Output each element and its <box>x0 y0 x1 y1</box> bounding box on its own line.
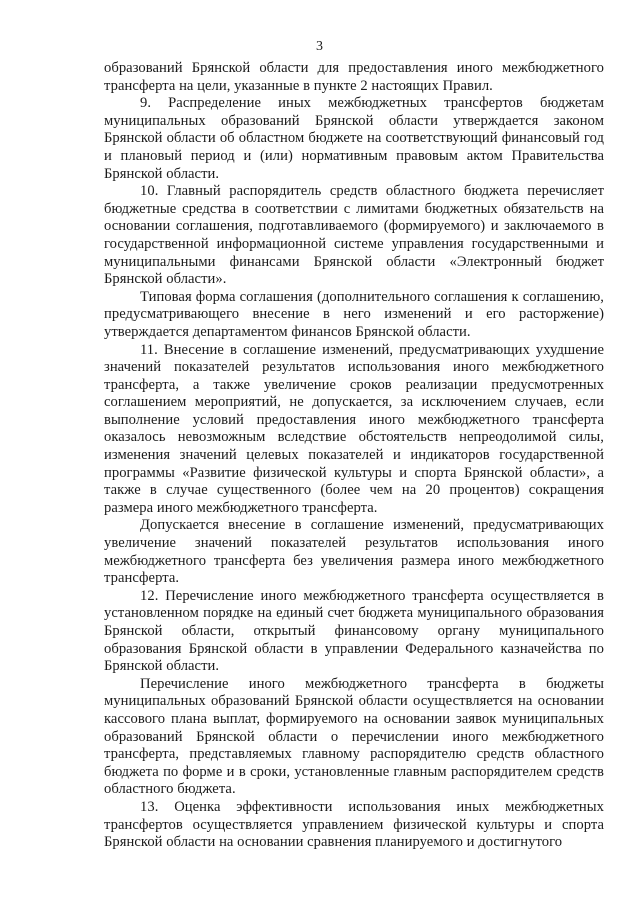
paragraph-item-10: 10. Главный распорядитель средств областного бюджета перечисляет бюджетные средства в соответствии с лимитами бюджетных обязательств на основании соглашения, подготавливаемого (формируемого) и заключаемого в государственной информационной системе управления государственными и муниципальными финансами Брянской области «Электронный бюджет Брянской области». <box>104 183 604 288</box>
paragraph-amendments-allowed: Допускается внесение в соглашение изменений, предусматривающих увеличение значений показателей результатов использования иного межбюджетного трансферта без увеличения размера иного межбюджетного трансферта. <box>104 517 604 587</box>
document-body <box>104 60 604 852</box>
paragraph-transfer-procedure: Перечисление иного межбюджетного трансферта в бюджеты муниципальных образований Брянской области осуществляется на основании кассового плана выплат, формируемого на основании заявок муниципальных образований Брянской области о перечислении иного межбюджетного трансферта, представляемых главному распорядителю средств областного бюджета по форме и в сроки, установленные главным распорядителем средств областного бюджета. <box>104 675 604 798</box>
paragraph-item-9: 9. Распределение иных межбюджетных трансфертов бюджетам муниципальных образований Брянской области утверждается законом Брянской области об областном бюджете на соответствующий финансовый год и плановый период и (или) нормативным правовым актом Правительства Брянской области. <box>104 95 604 182</box>
paragraph-continuation: образований Брянской области для предоставления иного межбюджетного трансферта на цели, указанные в пункте 2 настоящих Правил. <box>104 60 604 94</box>
paragraph-item-13: 13. Оценка эффективности использования иных межбюджетных трансфертов осуществляется управлением физической культуры и спорта Брянской области на основании сравнения планируемого и достигнутого <box>104 798 604 851</box>
paragraph-agreement-form: Типовая форма соглашения (дополнительного соглашения к соглашению, предусматривающего внесение в него изменений и его расторжение) утверждается департаментом финансов Брянской области. <box>104 288 604 340</box>
page-number: 3 <box>316 39 323 54</box>
paragraph-item-12: 12. Перечисление иного межбюджетного трансферта осуществляется в установленном порядке на единый счет бюджета муниципального образования Брянской области, открытый финансовому органу муниципального образования Брянской области в управлении Федерального казначейства по Брянской области. <box>104 587 604 675</box>
paragraph-item-11: 11. Внесение в соглашение изменений, предусматривающих ухудшение значений показателей результатов использования иного межбюджетного трансферта, а также увеличение сроков реализации предусмотренных соглашением мероприятий, не допускается, за исключением случаев, если выполнение условий предоставления иного межбюджетного трансферта оказалось невозможным вследствие обстоятельств непреодолимой силы, изменения значений целевых показателей и индикаторов государственной программы «Развитие физической культуры и спорта Брянской области», а также в случае существенного (более чем на 20 процентов) сокращения размера иного межбюджетного трансферта. <box>104 341 604 516</box>
